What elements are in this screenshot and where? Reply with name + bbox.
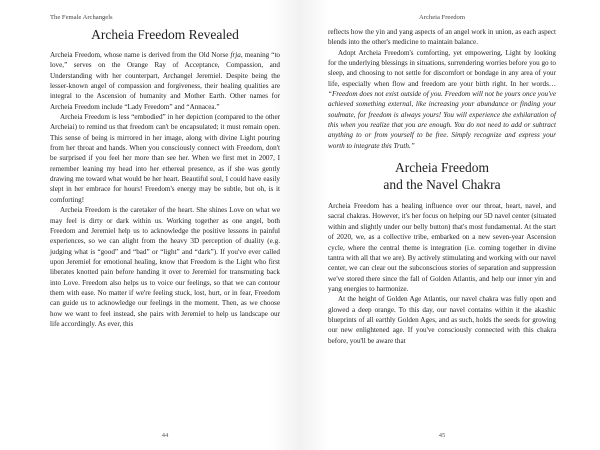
paragraph-navel-influence: Archeia Freedom has a healing influence over our throat, heart, navel, and sacral chakras. However, it's her focus on helping our 5D navel center (situated within and slightly under our belly button) that's most fundamental. At the start of 2020, we, as a collective tribe, embarked on a new seven-year Ascension cycle, where the central theme is integration (i.e. coming together in divine tantra with all that we are). By actively stimulating and working with our navel center, we can clear out the subconscious stories of separation and suppression we've stored there since the fall of Golden Atlantis, and help our inner yin and yang energies to harmonize. bbox=[328, 202, 556, 293]
section-title bbox=[328, 159, 556, 193]
paragraph-continuation: reflects how the yin and yang aspects of an angel work in union, as each aspect blends into the other's medicine to maintain balance. bbox=[328, 28, 556, 47]
section-title-line1: Archeia Freedom bbox=[394, 160, 490, 176]
paragraph-embodied: Archeia Freedom is less “embodied” in her depiction (compared to the other Archeiai) to remind us that freedom can't be encapsulated; it must remain open. This sense of being is mirrored in her image, along with divine Light pouring from her throat and hands. When you consciously connect with Freedom, don't be surprised if you feel her more than see her. When we first met in 2007, I remember leaning my head into her ethereal presence, as if she was gently drawing me toward what would be her heart. Beautiful soul, I could have easily slept in her embrace for hours! Freedom's energy may be subtle, but oh, is it comforting! bbox=[50, 113, 280, 204]
page-number-right: 45 bbox=[438, 432, 446, 439]
paragraph-intro-post: , meaning “to love,” serves on the Orange Ray of Acceptance, Compassion, and Understanding with her counterpart, Archangel Jeremiel. Despite being the lesser-known angel of compassion and forgiveness, their healing qualities are integral to the Ascension of humanity and Mother Earth. Other names for Archeia Freedom include “Lady Freedom” and “Annacea.” bbox=[50, 51, 281, 111]
page-number-left: 44 bbox=[161, 432, 169, 439]
freedom-quote: “Freedom does not exist outside of you. Freedom will not be yours once you've achieved something external, like increasing your abundance or finding your soulmate, for freedom is always yours! You will experience the exhilaration of this when you realize that you are enough. You do not need to add or subtract anything to or from yourself to be free. Simply recognize and express your worth to integrate this Truth.” bbox=[328, 90, 556, 150]
paragraph-adopt bbox=[328, 48, 556, 151]
running-head-right: Archeia Freedom bbox=[419, 14, 465, 21]
running-head-left: The Female Archangels bbox=[50, 14, 113, 21]
paragraph-adopt-pre: Adopt Archeia Freedom's comforting, yet empowering, Light by looking for the underlying blessings in situations, surrendering worries before you go to sleep, and choosing to not settle for discomfort or bondage in any area of your life, especially when flow and freedom are your birth right. In her words… bbox=[328, 48, 556, 88]
chapter-title: Archeia Freedom Revealed bbox=[91, 27, 239, 42]
paragraph-golden-age: At the height of Golden Age Atlantis, our navel chakra was fully open and glowed a deep orange. To this day, our navel contains within it the akashic blueprints of all earthly Golden Ages, and as such, holds the seeds for growing our new enlightened age. If you've consciously connected with this chakra before, you'll be aware that bbox=[328, 295, 556, 345]
right-page bbox=[300, 0, 600, 450]
paragraph-intro-term: frja bbox=[230, 51, 241, 59]
paragraph-intro-pre: Archeia Freedom, whose name is derived from the Old Norse bbox=[50, 51, 231, 59]
paragraph-caretaker: Archeia Freedom is the caretaker of the heart. She shines Love on what we may feel is dirty or dark within us. Working together as one angel, both Freedom and Jeremiel help us to acknowledge the positive lessons in painful experiences, so we can alight from the heavy 3D perception of duality (e.g. judging what is “good” and “bad” or “light” and “dark”). If you've ever called upon Jeremiel for emotional healing, know that Freedom is the Light who first liberates knotted pain before handing it over to Jeremiel for transmuting back into Love. Freedom also helps us to voice our feelings, so that we can contour them with ease. No matter if we're feeling stuck, lost, hurt, or in fear, Freedom can guide us to acknowledge our feelings in the moment. Then, as we choose how we want to feel instead, she pairs with Jeremiel to help us landscape our life accordingly. As ever, this bbox=[50, 206, 280, 328]
paragraph-intro bbox=[50, 50, 280, 112]
section-title-line2: and the Navel Chakra bbox=[383, 177, 501, 193]
